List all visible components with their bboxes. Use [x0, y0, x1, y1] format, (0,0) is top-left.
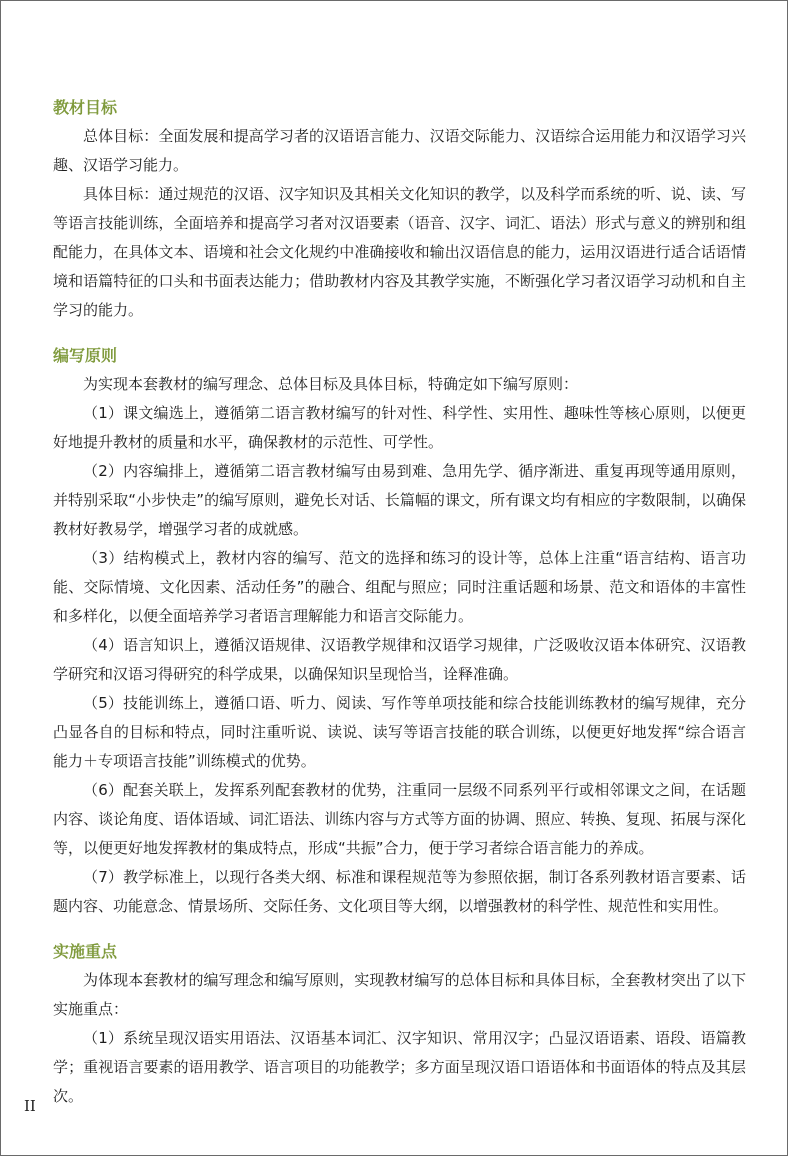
paragraph: （3）结构模式上，教材内容的编写、范文的选择和练习的设计等，总体上注重“语言结构、语言功能、交际情境、文化因素、活动任务”的融合、组配与照应；同时注重话题和场景、范文和语体的丰富性和多样化，以便全面培养学习者语言理解能力和语言交际能力。 [53, 549, 746, 625]
paragraph: （7）教学标准上，以现行各类大纲、标准和课程规范等为参照依据，制订各系列教材语言要素、话题内容、功能意念、情景场所、交际任务、文化项目等大纲，以增强教材的科学性、规范性和实用性。 [53, 868, 746, 915]
paragraph: （1）系统呈现汉语实用语法、汉语基本词汇、汉字知识、常用汉字；凸显汉语语素、语段、语篇教学；重视语言要素的语用教学、语言项目的功能教学；多方面呈现汉语口语语体和书面语体的特点及其层次。 [53, 1029, 746, 1105]
paragraph: （4）语言知识上，遵循汉语规律、汉语教学规律和汉语学习规律，广泛吸收汉语本体研究、汉语教学研究和汉语习得研究的科学成果，以确保知识呈现恰当，诠释准确。 [53, 636, 746, 683]
page-number: II [24, 1097, 36, 1115]
paragraph: （2）内容编排上，遵循第二语言教材编写由易到难、急用先学、循序渐进、重复再现等通用原则，并特别采取“小步快走”的编写原则，避免长对话、长篇幅的课文，所有课文均有相应的字数限制，以确保教材好教易学，增强学习者的成就感。 [53, 462, 746, 538]
section-heading: 编写原则 [53, 346, 118, 365]
paragraph: 总体目标：全面发展和提高学习者的汉语语言能力、汉语交际能力、汉语综合运用能力和汉语学习兴趣、汉语学习能力。 [53, 127, 746, 174]
paragraph: 具体目标：通过规范的汉语、汉字知识及其相关文化知识的教学，以及科学而系统的听、说、读、写等语言技能训练，全面培养和提高学习者对汉语要素（语音、汉字、词汇、语法）形式与意义的辨别和组配能力，在具体文本、语境和社会文化规约中准确接收和输出汉语信息的能力，运用汉语进行适合话语情境和语篇特征的口头和书面表达能力；借助教材内容及其教学实施，不断强化学习者汉语学习动机和自主学习的能力。 [53, 185, 746, 319]
section-heading: 教材目标 [53, 98, 118, 117]
paragraph: 为实现本套教材的编写理念、总体目标及具体目标，特确定如下编写原则： [83, 375, 579, 393]
section-heading: 实施重点 [53, 942, 118, 961]
page-content [53, 96, 746, 1111]
section-teaching-goals [53, 96, 746, 325]
paragraph: 为体现本套教材的编写理念和编写原则，实现教材编写的总体目标和具体目标，全套教材突出了以下实施重点： [53, 971, 746, 1018]
paragraph: （5）技能训练上，遵循口语、听力、阅读、写作等单项技能和综合技能训练教材的编写规律，充分凸显各自的目标和特点，同时注重听说、读说、读写等语言技能的联合训练，以便更好地发挥“综合语言能力＋专项语言技能”训练模式的优势。 [53, 694, 746, 770]
paragraph: （1）课文编选上，遵循第二语言教材编写的针对性、科学性、实用性、趣味性等核心原则，以便更好地提升教材的质量和水平，确保教材的示范性、可学性。 [53, 404, 746, 451]
section-implementation-focus [53, 940, 746, 1111]
section-writing-principles [53, 344, 746, 921]
paragraph: （6）配套关联上，发挥系列配套教材的优势，注重同一层级不同系列平行或相邻课文之间，在话题内容、谈论角度、语体语域、词汇语法、训练内容与方式等方面的协调、照应、转换、复现、拓展与深化等，以便更好地发挥教材的集成特点，形成“共振”合力，便于学习者综合语言能力的养成。 [53, 781, 746, 857]
